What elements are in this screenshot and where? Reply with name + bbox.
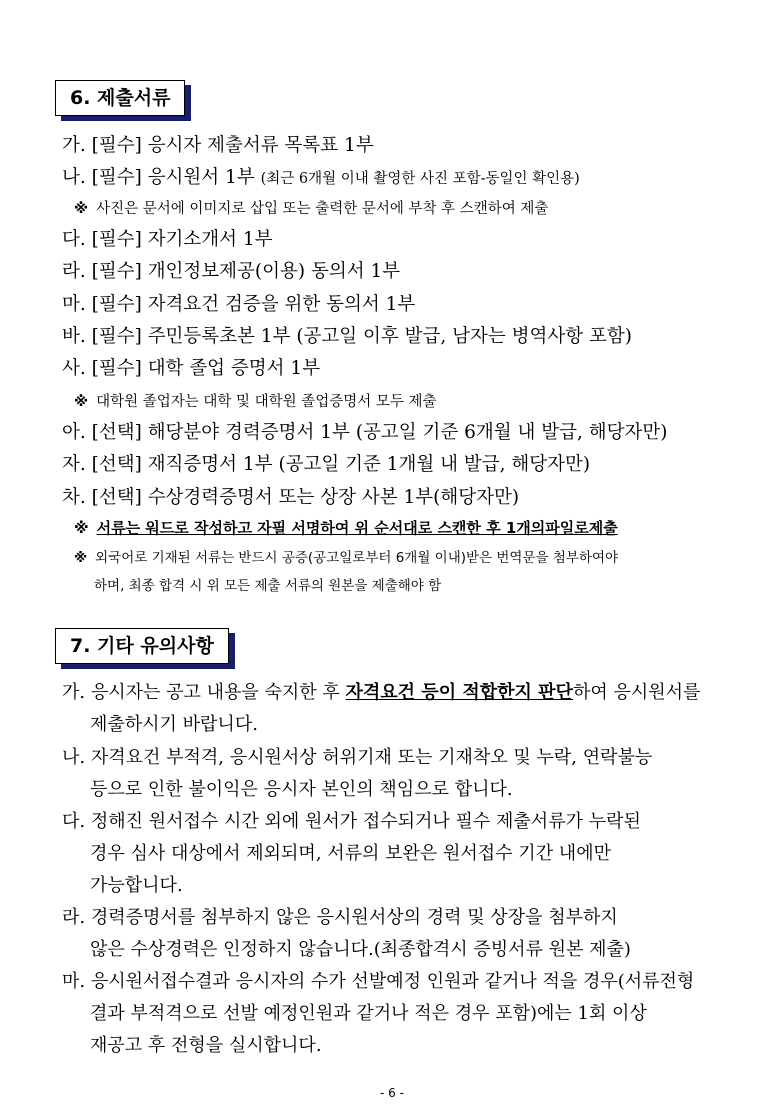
paragraph-ma [62, 966, 738, 1062]
section-6-heading: 6. 제출서류 [55, 80, 185, 116]
highlight-text: 자격요건 등이 적합한지 판단 [345, 682, 573, 703]
list-item: 라. [필수] 개인정보제공(이용) 동의서 1부 [62, 261, 401, 282]
list-item: 차. [선택] 수상경력증명서 또는 상장 사본 1부(해당자만) [62, 487, 520, 508]
note-graduate [74, 392, 437, 412]
note-text: 사진은 문서에 이미지로 삽입 또는 출력한 문서에 부착 후 스캔하여 제출 [96, 201, 549, 217]
note-text: 외국어로 기재된 서류는 반드시 공증(공고일로부터 6개월 이내)받은 번역문을 첨부하여야 [95, 550, 619, 566]
list-item: 자. [선택] 재직증명서 1부 (공고일 기준 1개월 내 발급, 해당자만) [62, 454, 591, 475]
para-line: 등으로 인한 불이익은 응시자 본인의 책임으로 합니다. [90, 779, 513, 800]
item-note: (최근 6개월 이내 촬영한 사진 포함-동일인 확인용) [260, 171, 580, 187]
para-line: 가능합니다. [90, 875, 183, 896]
para-line: 나. 자격요건 부적격, 응시원서상 허위기재 또는 기재착오 및 누락, 연락불능 [62, 747, 653, 768]
list-item: 사. [필수] 대학 졸업 증명서 1부 [62, 358, 321, 379]
list-item [62, 166, 580, 191]
note-foreign-cont: 하며, 최종 합격 시 위 모든 제출 서류의 원본을 제출해야 함 [94, 578, 442, 594]
note-foreign [74, 548, 618, 568]
reference-mark-icon: ※ [74, 394, 89, 410]
page-number: - 6 - [380, 1086, 404, 1100]
para-line: 결과 부적격으로 선발 예정인원과 같거나 적은 경우 포함)에는 1회 이상 [90, 1003, 647, 1024]
paragraph-na [62, 742, 738, 806]
para-line: 라. 경력증명서를 첨부하지 않은 응시원서상의 경력 및 상장을 첨부하지 [62, 907, 618, 928]
reference-mark-icon: ※ [74, 519, 89, 537]
note-text: 대학원 졸업자는 대학 및 대학원 졸업증명서 모두 제출 [96, 394, 437, 410]
item-text: 나. [필수] 응시원서 1부 [62, 167, 261, 188]
section-7-heading: 7. 기타 유의사항 [55, 628, 229, 664]
note-text: 서류는 워드로 작성하고 자필 서명하여 위 순서대로 스캔한 후 1개의파일로제출 [96, 519, 618, 537]
list-item: 아. [선택] 해당분야 경력증명서 1부 (공고일 기준 6개월 내 발급, 해당자만) [62, 422, 668, 443]
para-line [62, 677, 738, 709]
para-line: 재공고 후 전형을 실시합니다. [90, 1035, 322, 1056]
reference-mark-icon: ※ [74, 201, 89, 217]
para-line: 않은 수상경력은 인정하지 않습니다.(최종합격시 증빙서류 원본 제출) [90, 939, 631, 960]
paragraph-ga [62, 677, 738, 741]
list-item: 가. [필수] 응시자 제출서류 목록표 1부 [62, 135, 374, 156]
paragraph-da [62, 806, 738, 902]
paragraph-ra [62, 902, 738, 966]
para-line: 경우 심사 대상에서 제외되며, 서류의 보완은 원서접수 기간 내에만 [90, 843, 611, 864]
para-text: 가. 응시자는 공고 내용을 숙지한 후 [62, 682, 346, 703]
list-item: 다. [필수] 자기소개서 1부 [62, 229, 273, 250]
para-line: 마. 응시원서접수결과 응시자의 수가 선발예정 인원과 같거나 적을 경우(서류전형 [62, 971, 695, 992]
para-line: 다. 정해진 원서접수 시간 외에 원서가 접수되거나 필수 제출서류가 누락된 [62, 811, 641, 832]
list-item: 마. [필수] 자격요건 검증을 위한 동의서 1부 [62, 294, 416, 315]
para-text: 하여 응시원서를 [572, 682, 701, 703]
note-photo [74, 199, 548, 219]
note-scan [74, 518, 618, 538]
reference-mark-icon: ※ [74, 550, 88, 566]
list-item: 바. [필수] 주민등록초본 1부 (공고일 이후 발급, 남자는 병역사항 포함) [62, 326, 632, 347]
para-line: 제출하시기 바랍니다. [90, 714, 258, 735]
